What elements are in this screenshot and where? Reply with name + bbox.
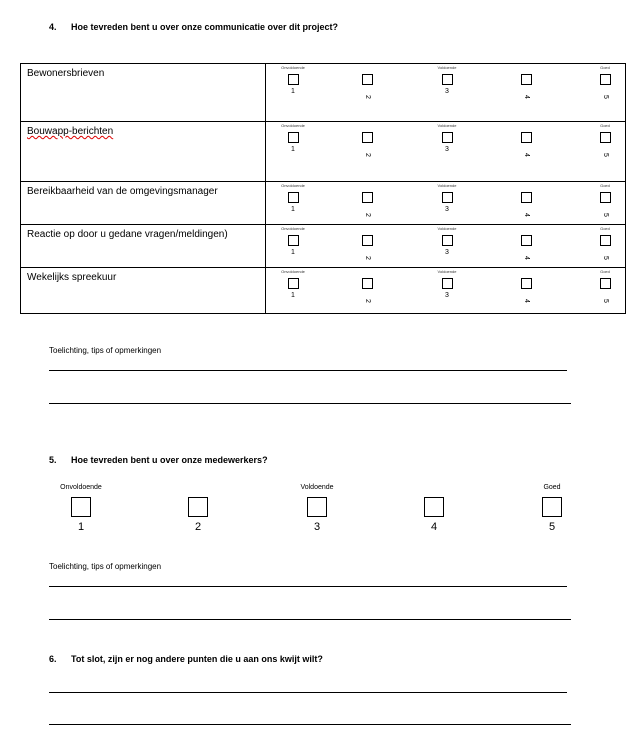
row-label: Reactie op door u gedane vragen/meldingen) [21, 225, 266, 268]
scale-label: Goed [600, 269, 610, 274]
checkbox[interactable] [362, 132, 373, 143]
q5-rating-option-2 [158, 483, 238, 533]
rating-option-2 [347, 65, 387, 103]
rating-option-4 [506, 269, 546, 307]
rating-row [21, 64, 626, 122]
question-5-text: Hoe tevreden bent u over onze medewerkers? [71, 455, 268, 465]
rating-option-2 [347, 123, 387, 161]
rating-number: 2 [194, 521, 202, 533]
rating-options [266, 225, 626, 268]
rating-number: 3 [313, 521, 321, 533]
checkbox[interactable] [542, 497, 562, 517]
checkbox[interactable] [288, 74, 299, 85]
rating-number: 5 [602, 153, 609, 157]
scale-label: Voldoende [437, 183, 457, 188]
rating-option-5 [585, 269, 625, 307]
rating-option-1 [273, 65, 313, 96]
rating-number: 3 [445, 88, 449, 95]
rating-option-4 [506, 226, 546, 264]
rating-number: 4 [523, 299, 530, 303]
checkbox[interactable] [521, 235, 532, 246]
question-6-text: Tot slot, zijn er nog andere punten die u aan ons kwijt wilt? [71, 654, 323, 664]
rating-number: 1 [291, 249, 295, 256]
checkbox[interactable] [521, 192, 532, 203]
question-5-number: 5. [49, 455, 57, 465]
rating-number: 2 [364, 256, 371, 260]
scale-label [394, 483, 474, 493]
comments-label: Toelichting, tips of opmerkingen [49, 346, 162, 355]
question-6-number: 6. [49, 654, 57, 664]
scale-label [347, 183, 387, 188]
row-label: Bouwapp-berichten [21, 122, 266, 182]
rating-number: 1 [291, 88, 295, 95]
scale-label: Onvoldoende [281, 65, 305, 70]
rating-number: 5 [548, 521, 556, 533]
checkbox[interactable] [362, 235, 373, 246]
scale-label [158, 483, 238, 493]
rating-options [266, 268, 626, 314]
scale-label [506, 226, 546, 231]
rating-number: 4 [523, 256, 530, 260]
checkbox[interactable] [362, 74, 373, 85]
scale-label [506, 65, 546, 70]
question-4-title [49, 22, 338, 32]
checkbox[interactable] [442, 132, 453, 143]
rating-option-2 [347, 226, 387, 264]
scale-label: Goed [543, 484, 561, 491]
scale-label [347, 269, 387, 274]
rating-option-3 [427, 226, 467, 257]
checkbox[interactable] [442, 278, 453, 289]
scale-label [347, 123, 387, 128]
rating-row [21, 225, 626, 268]
answer-line[interactable] [49, 403, 571, 404]
rating-option-5 [585, 226, 625, 264]
rating-number: 2 [364, 213, 371, 217]
question-4-text: Hoe tevreden bent u over onze communicatie over dit project? [71, 22, 339, 32]
scale-label: Goed [600, 226, 610, 231]
answer-line[interactable] [49, 370, 567, 371]
checkbox[interactable] [288, 132, 299, 143]
rating-option-3 [427, 183, 467, 214]
question-4-number: 4. [49, 22, 57, 32]
q5-rating-option-3 [277, 483, 357, 533]
rating-number: 2 [364, 153, 371, 157]
rating-row [21, 268, 626, 314]
answer-line[interactable] [49, 619, 571, 620]
rating-table [20, 63, 626, 314]
rating-options [266, 122, 626, 182]
rating-option-4 [506, 123, 546, 161]
rating-number: 1 [291, 146, 295, 153]
checkbox[interactable] [600, 192, 611, 203]
rating-number: 4 [523, 95, 530, 99]
rating-number: 5 [602, 213, 609, 217]
rating-options [266, 64, 626, 122]
checkbox[interactable] [307, 497, 327, 517]
checkbox[interactable] [600, 235, 611, 246]
row-label: Bewonersbrieven [21, 64, 266, 122]
rating-number: 4 [523, 153, 530, 157]
q5-rating-option-4 [394, 483, 474, 533]
scale-label: Onvoldoende [60, 484, 102, 491]
rating-number: 5 [602, 256, 609, 260]
q5-rating-options [0, 483, 642, 543]
scale-label: Goed [600, 123, 610, 128]
rating-number: 2 [364, 299, 371, 303]
q5-rating-option-5 [512, 483, 592, 533]
answer-line[interactable] [49, 586, 567, 587]
scale-label [506, 123, 546, 128]
rating-number: 3 [445, 206, 449, 213]
rating-option-1 [273, 183, 313, 214]
checkbox[interactable] [188, 497, 208, 517]
rating-number: 3 [445, 146, 449, 153]
rating-option-4 [506, 183, 546, 221]
checkbox[interactable] [288, 235, 299, 246]
scale-label: Voldoende [437, 226, 457, 231]
scale-label: Voldoende [300, 484, 334, 491]
checkbox[interactable] [362, 192, 373, 203]
rating-options [266, 182, 626, 225]
scale-label: Goed [600, 65, 610, 70]
rating-option-3 [427, 269, 467, 300]
scale-label [506, 269, 546, 274]
comments-label-2: Toelichting, tips of opmerkingen [49, 562, 162, 571]
rating-option-3 [427, 123, 467, 154]
rating-number: 5 [602, 95, 609, 99]
rating-option-5 [585, 123, 625, 161]
checkbox[interactable] [288, 192, 299, 203]
checkbox[interactable] [424, 497, 444, 517]
scale-label [506, 183, 546, 188]
checkbox[interactable] [600, 278, 611, 289]
checkbox[interactable] [600, 74, 611, 85]
checkbox[interactable] [442, 192, 453, 203]
question-6-title [49, 654, 323, 664]
rating-option-2 [347, 183, 387, 221]
checkbox[interactable] [71, 497, 91, 517]
scale-label: Goed [600, 183, 610, 188]
rating-number: 1 [291, 206, 295, 213]
rating-option-1 [273, 269, 313, 300]
rating-number: 4 [523, 213, 530, 217]
checkbox[interactable] [600, 132, 611, 143]
rating-number: 5 [602, 299, 609, 303]
scale-label: Onvoldoende [281, 226, 305, 231]
rating-option-3 [427, 65, 467, 96]
scale-label: Voldoende [437, 123, 457, 128]
rating-row [21, 122, 626, 182]
scale-label [347, 65, 387, 70]
rating-number: 1 [291, 292, 295, 299]
checkbox[interactable] [362, 278, 373, 289]
rating-option-2 [347, 269, 387, 307]
answer-line[interactable] [49, 724, 571, 725]
checkbox[interactable] [442, 74, 453, 85]
rating-option-1 [273, 226, 313, 257]
scale-label: Voldoende [437, 269, 457, 274]
scale-label: Onvoldoende [281, 269, 305, 274]
rating-number: 3 [445, 249, 449, 256]
rating-option-4 [506, 65, 546, 103]
rating-option-5 [585, 183, 625, 221]
row-label: Bereikbaarheid van de omgevingsmanager [21, 182, 266, 225]
scale-label [347, 226, 387, 231]
checkbox[interactable] [442, 235, 453, 246]
scale-label: Onvoldoende [281, 123, 305, 128]
checkbox[interactable] [521, 74, 532, 85]
row-label: Wekelijks spreekuur [21, 268, 266, 314]
checkbox[interactable] [521, 278, 532, 289]
q5-rating-option-1 [41, 483, 121, 533]
scale-label: Voldoende [437, 65, 457, 70]
rating-option-5 [585, 65, 625, 103]
rating-option-1 [273, 123, 313, 154]
rating-number: 1 [77, 521, 85, 533]
rating-number: 2 [364, 95, 371, 99]
answer-line[interactable] [49, 692, 567, 693]
question-5-title [49, 455, 268, 465]
scale-label: Onvoldoende [281, 183, 305, 188]
rating-number: 3 [445, 292, 449, 299]
rating-number: 4 [430, 521, 438, 533]
rating-row [21, 182, 626, 225]
checkbox[interactable] [521, 132, 532, 143]
checkbox[interactable] [288, 278, 299, 289]
